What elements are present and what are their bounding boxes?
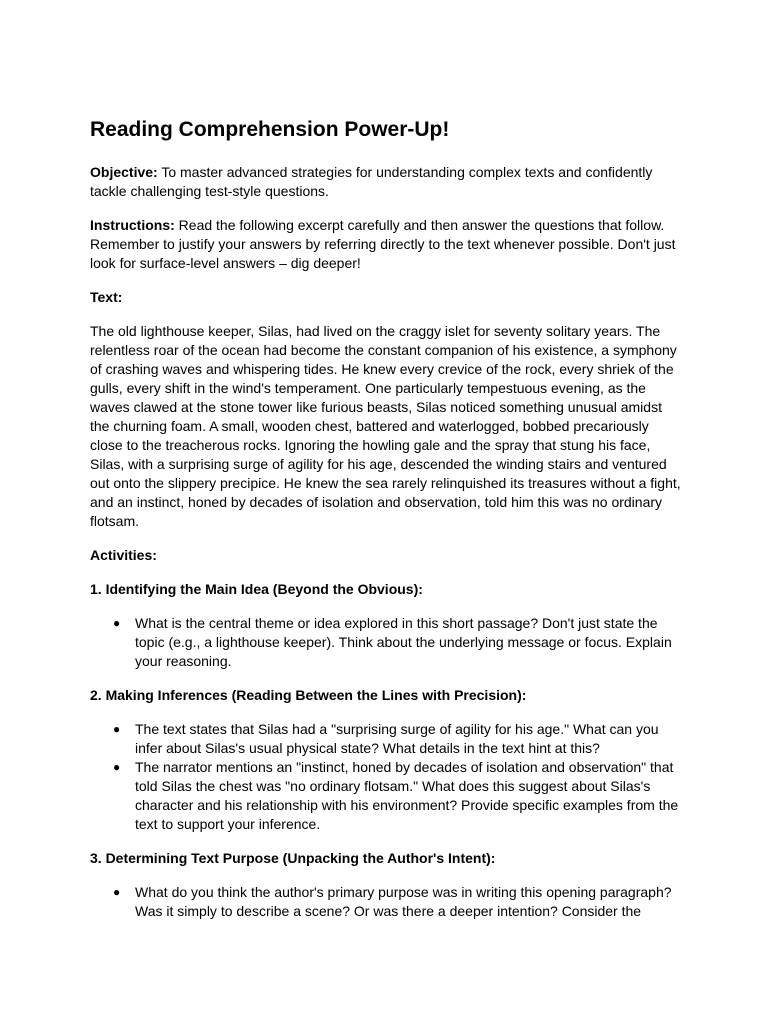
list-item [90,883,684,921]
list-item-text: What is the central theme or idea explored in this short passage? Don't just state the topic (e.g., a lighthouse keeper). Think about the underlying message or focus. Explain your reasoning. [135,615,672,669]
activity-heading-2: 2. Making Inferences (Reading Between the Lines with Precision): [90,687,527,703]
objective-label: Objective: [90,164,158,180]
list-item-text: The text states that Silas had a "surprising surge of agility for his age." What can you infer about Silas's usual physical state? What details in the text hint at this? [135,721,659,756]
instructions-text: Read the following excerpt carefully and then answer the questions that follow. Remember to justify your answers by referring directly to the text whenever possible. Don't just look for surface-level answers – dig deeper! [90,217,676,271]
activity-list-2 [90,720,684,834]
passage-paragraph: The old lighthouse keeper, Silas, had lived on the craggy islet for seventy solitary years. The relentless roar of the ocean had become the constant companion of his existence, a symphony of crashing waves and whispering tides. He knew every crevice of the rock, every shriek of the gulls, every shift in the wind's temperament. One particularly tempestuous evening, as the waves clawed at the stone tower like furious beasts, Silas noticed something unusual amidst the churning foam. A small, wooden chest, battered and waterlogged, bobbed precariously close to the treacherous rocks. Ignoring the howling gale and the spray that stung his face, Silas, with a surprising surge of agility for his age, descended the winding stairs and ventured out onto the slippery precipice. He knew the sea rarely relinquished its treasures without a fight, and an instinct, honed by decades of isolation and observation, told him this was no ordinary flotsam. [90,323,681,529]
activity-heading-1: 1. Identifying the Main Idea (Beyond the Obvious): [90,581,423,597]
bullet-icon: ● [113,760,121,774]
objective-text: To master advanced strategies for understanding complex texts and confidently tackle challenging test-style questions. [90,164,653,199]
bullet-icon: ● [113,722,121,736]
list-item-text: The narrator mentions an "instinct, honed by decades of isolation and observation" that told Silas the chest was "no ordinary flotsam." What does this suggest about Silas's character and his relationship with his environment? Provide specific examples from the text to support your inference. [135,759,679,832]
page-title: Reading Comprehension Power-Up! [90,118,450,141]
objective-paragraph [90,163,684,201]
activity-list-1 [90,614,684,671]
activities-label: Activities: [90,547,157,563]
bullet-icon: ● [113,885,121,899]
list-item [90,614,684,671]
list-item [90,720,684,758]
instructions-paragraph [90,216,684,273]
activity-list-3 [90,883,684,921]
document-page [90,116,684,936]
instructions-label: Instructions: [90,217,175,233]
list-item-text: What do you think the author's primary purpose was in writing this opening paragraph? Was it simply to describe a scene? Or was there a deeper intention? Consider the [135,884,672,919]
bullet-icon: ● [113,616,121,630]
text-section-label: Text: [90,289,123,305]
activity-heading-3: 3. Determining Text Purpose (Unpacking the Author's Intent): [90,850,496,866]
list-item [90,758,684,834]
